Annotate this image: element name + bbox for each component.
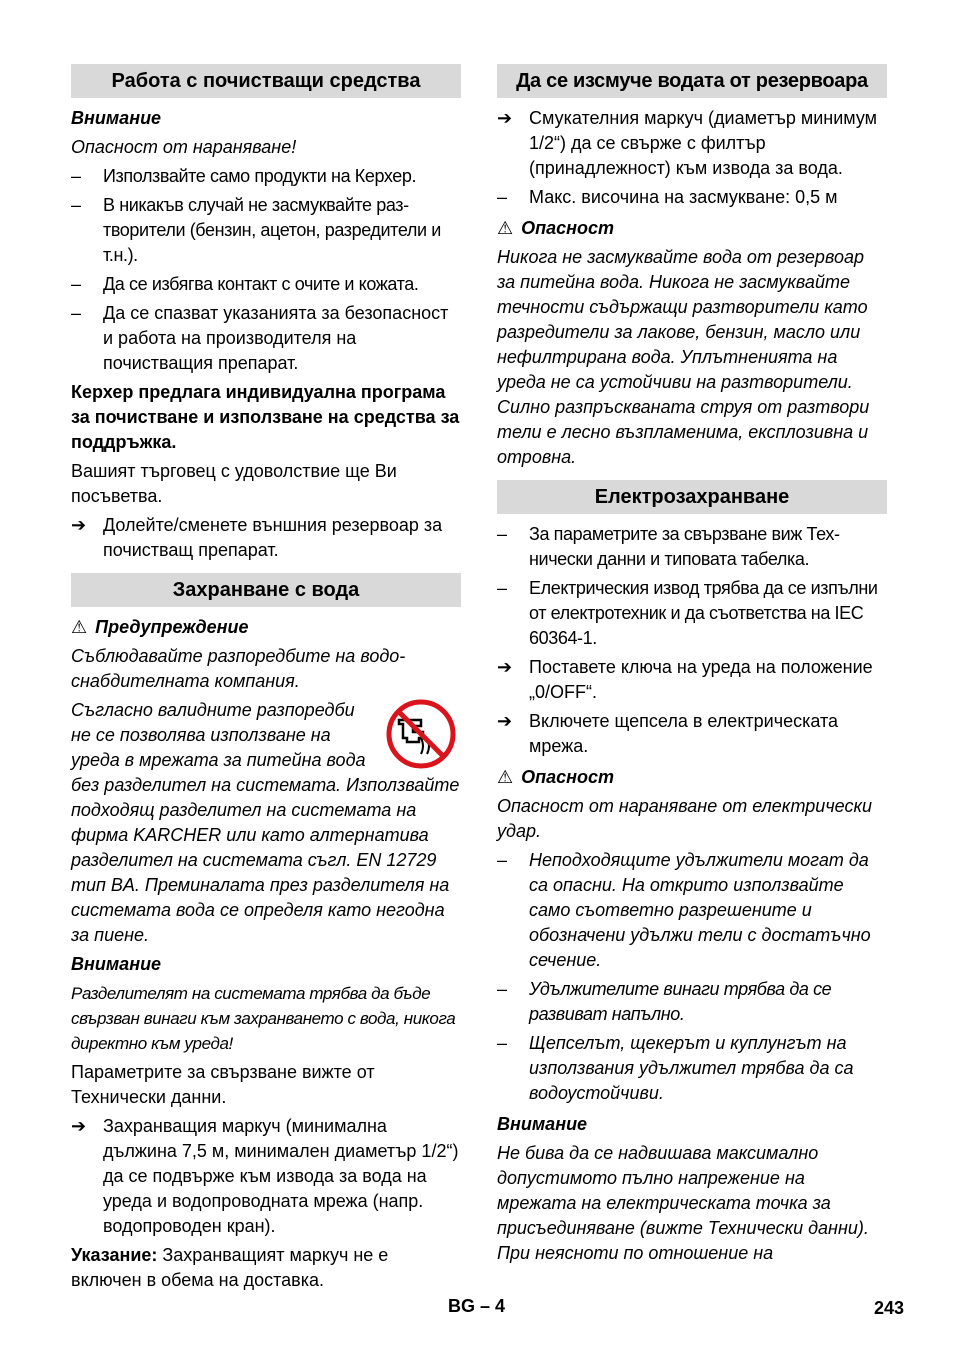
warning-label: Предупреждение [95, 617, 249, 637]
dash-marker: – [497, 979, 507, 999]
list-item [497, 576, 887, 651]
list-item-text: Да се избягва контакт с очите и кожата. [103, 274, 419, 294]
system-separator-text [71, 698, 461, 948]
note-label: Указание: [71, 1245, 158, 1265]
list-item [497, 185, 887, 210]
arrow-icon: ➔ [71, 515, 87, 535]
list-item-text: Макс. височина на засмукване: 0,5 м [529, 187, 838, 207]
instruction-text: Долейте/сменете външния резервоар за почистващ препарат. [103, 515, 443, 560]
list-item [497, 977, 887, 1027]
arrow-icon: ➔ [71, 1116, 87, 1136]
instruction-step [71, 513, 461, 563]
dash-marker: – [497, 578, 507, 598]
warning-triangle-icon: ⚠ [71, 617, 88, 637]
list-item [71, 164, 461, 189]
page-number: 243 [874, 1298, 905, 1318]
arrow-icon: ➔ [497, 657, 513, 677]
list-item-text: Да се спазват указанията за безопасност и работа на производителя на почистващия препарат. [103, 303, 449, 373]
dealer-advice: Вашият търговец с удоволствие ще Ви посъветва. [71, 461, 397, 506]
dash-marker: – [497, 850, 508, 870]
section-heading-water-supply: Захранване с вода [71, 573, 461, 607]
separator-requirement-text: Съгласно валидните разпоредби не се позволява използване на уреда в мрежата за питейна вода без разделител на системата. Използвайте подходящ разделител на системата на фирма KARCHER или като алтернатива разделител на системата съгл. EN 12729 тип BA. Преминалата през разделителя на системата вода се определя като негодна за пиене. [71, 700, 460, 945]
attention-label: Внимание [497, 1114, 588, 1134]
instruction-step [497, 709, 887, 759]
list-item-text: В никакъв случай не засмуквайте разтворители (бензин, ацетон, разредители и т.н.). [103, 195, 441, 265]
list-item-text: Щепселът, щекерът и куплунгът на използвания удължител трябва да са водоустойчиви. [529, 1033, 854, 1103]
right-column [497, 64, 887, 1270]
dash-marker: – [71, 195, 81, 215]
note-text: Захранващият маркуч не е включен в обема на доставка. [71, 1245, 389, 1290]
dash-marker: – [497, 187, 508, 207]
arrow-icon: ➔ [497, 108, 513, 128]
list-item [71, 193, 461, 268]
danger-heading [497, 216, 887, 241]
list-item-text: Електрическия извод трябва да се изпълни от електротехник и да съответства на IEC 60364-1. [529, 578, 878, 648]
section-page-label: BG – 4 [448, 1296, 506, 1316]
instruction-text: Смукателния маркуч (диаметър минимум 1/2“) да се свърже с филтър (принадлежност) към извода за вода. [529, 108, 878, 178]
danger-label: Опасност [521, 218, 615, 238]
danger-label: Опасност [521, 767, 615, 787]
dash-marker: – [497, 1033, 508, 1053]
warning-triangle-icon: ⚠ [497, 767, 514, 787]
arrow-icon: ➔ [497, 711, 513, 731]
electric-shock-text: Опасност от нараняване от електрически удар. [497, 796, 872, 841]
warning-text: Съблюдавайте разпоредбите на водоснабдителната компания. [71, 646, 406, 691]
note-paragraph [71, 1243, 461, 1293]
dash-marker: – [71, 303, 82, 323]
list-item [497, 1031, 887, 1106]
danger-heading [497, 765, 887, 790]
instruction-text: Поставете ключа на уреда на положение „0/OFF“. [529, 657, 873, 702]
list-item [71, 272, 461, 297]
instruction-text: Захранващия маркуч (минимална дължина 7,5 м, минимален диаметър 1/2“) да се подвържe към извода за вода на уреда и водопроводната мрежа (напр. водопроводен кран). [103, 1116, 459, 1236]
list-item-text: Неподходящите удължители могат да са опасни. На открито използвайте само съответно разрешените и обозначени удължи тели с достатъчно сечение. [529, 850, 871, 970]
karcher-program-note: Керхер предлага индивидуална програма за почистване и използване на средства за поддръжка. [71, 382, 460, 452]
instruction-step [497, 655, 887, 705]
dash-marker: – [71, 274, 81, 294]
instruction-step [71, 1114, 461, 1239]
warning-triangle-icon: ⚠ [497, 218, 514, 238]
danger-text: Никога не засмуквайте вода от резервоар за питейна вода. Никога не засмуквайте течности съдържащи разтворители като разредители за лакове, бензин, масло или нефилтрирана вода. Уплътненията на уреда не са устойчиви на разтворители. Силно разпръскваната струя от разтвори тели е лесно възпламенима, експлозивна и отровна. [497, 247, 870, 467]
list-item-text: За параметрите за свързване виж Технически данни и типовата табелка. [529, 524, 840, 569]
attention-label: Внимание [71, 108, 162, 128]
list-item-text: Удължителите винаги трябва да се развиват напълно. [529, 979, 832, 1024]
list-item-text: Използвайте само продукти на Керхер. [103, 166, 417, 186]
list-item [497, 522, 887, 572]
section-heading-power-supply: Електрозахранване [497, 480, 887, 514]
dash-marker: – [497, 524, 507, 544]
section-heading-cleaning-agents: Работа с почистващи средства [71, 64, 461, 98]
left-column [71, 64, 461, 1297]
injury-danger-text: Опасност от нараняване! [71, 137, 297, 157]
list-item [71, 301, 461, 376]
section-heading-draw-water: Да се изсмуче водата от резервоара [497, 64, 887, 98]
warning-heading [71, 615, 461, 640]
attention-label: Внимание [71, 954, 162, 974]
instruction-step [497, 106, 887, 181]
no-drinking-water-connection-icon [385, 698, 457, 770]
instruction-text: Включете щепсела в електрическата мрежа. [529, 711, 839, 756]
attention-text: Разделителят на системата трябва да бъде свързван винаги към захранването с вода, никога директно към уреда! [71, 984, 456, 1053]
list-item [497, 848, 887, 973]
attention-text: Не бива да се надвишава максимално допустимото пълно напрежение на мрежата на електрическата точка за присъединяване (вижте Технически данни). При неясноти по отношение на [497, 1143, 869, 1263]
connection-parameters-text: Параметрите за свързване вижте от Технически данни. [71, 1062, 375, 1107]
dash-marker: – [71, 166, 81, 186]
